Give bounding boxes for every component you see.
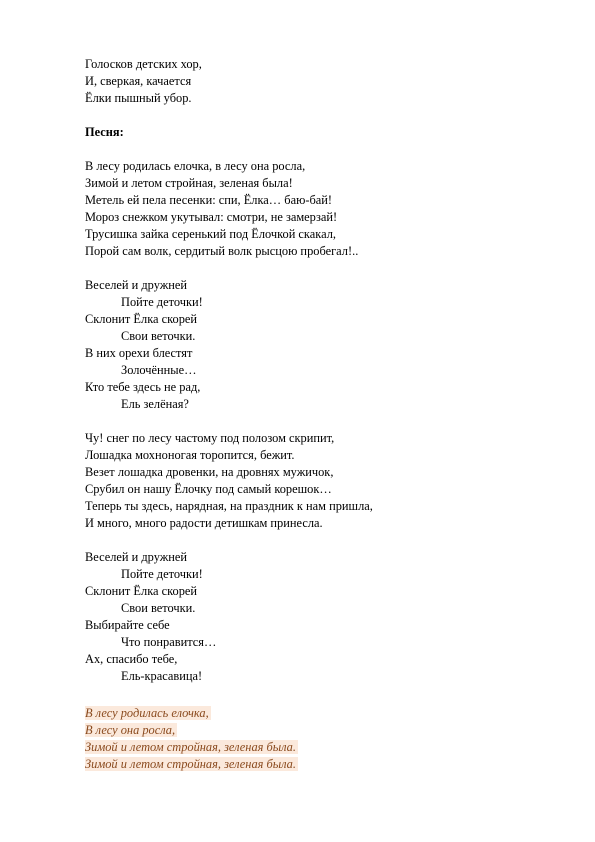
chorus-line: Кто тебе здесь не рад,: [85, 380, 201, 394]
verse-line: Метель ей пела песенки: спи, Ёлка… баю-бай!: [85, 193, 333, 207]
verse-line: Срубил он нашу Ёлочку под самый корешок…: [85, 482, 332, 496]
verse-line: Лошадка мохноногая торопится, бежит.: [85, 448, 295, 462]
chorus-1: [85, 277, 373, 413]
quote-line: [85, 705, 298, 722]
verse-line: Зимой и летом стройная, зеленая была!: [85, 176, 293, 190]
verse-line: Порой сам волк, сердитый волк рысцою пробегал!..: [85, 244, 359, 258]
verse-line: Трусишка зайка серенький под Ёлочкой скакал,: [85, 227, 336, 241]
verse-line: Везет лошадка дровенки, на дровнях мужичок,: [85, 465, 334, 479]
blank-line: [85, 141, 373, 158]
chorus-line: Ель-красавица!: [121, 669, 203, 683]
chorus-line: Веселей и дружней: [85, 278, 188, 292]
chorus-line: Пойте деточки!: [121, 295, 203, 309]
verse-line: В лесу родилась елочка, в лесу она росла,: [85, 159, 306, 173]
verse-1: [85, 158, 373, 260]
chorus-line: В них орехи блестят: [85, 346, 193, 360]
quote-line: [85, 739, 298, 756]
chorus-line: Пойте деточки!: [121, 567, 203, 581]
quote-line: [85, 756, 298, 773]
blank-line: [85, 413, 373, 430]
chorus-line: Свои веточки.: [121, 601, 196, 615]
quote-line-text: В лесу она росла,: [85, 723, 176, 737]
chorus-line: Ах, спасибо тебе,: [85, 652, 178, 666]
chorus-line: Ель зелёная?: [121, 397, 189, 411]
chorus-line: Веселей и дружней: [85, 550, 188, 564]
blank-line: [85, 532, 373, 549]
blank-line: [85, 260, 373, 277]
highlighted-quote: [85, 705, 298, 773]
quote-line-text: В лесу родилась елочка,: [85, 706, 209, 720]
quote-line-text: Зимой и летом стройная, зеленая была.: [85, 757, 296, 771]
song-heading: Песня:: [85, 125, 124, 139]
poem-line: Ёлки пышный убор.: [85, 91, 192, 105]
verse-2: [85, 430, 373, 532]
chorus-line: Золочённые…: [121, 363, 197, 377]
verse-line: И много, много радости детишкам принесла.: [85, 516, 323, 530]
chorus-line: Склонит Ёлка скорей: [85, 584, 198, 598]
verse-line: Мороз снежком укутывал: смотри, не замерзай!: [85, 210, 338, 224]
chorus-line: Свои веточки.: [121, 329, 196, 343]
blank-line: [85, 107, 373, 124]
chorus-2: [85, 549, 373, 685]
quote-line: [85, 722, 298, 739]
poem-line: И, сверкая, качается: [85, 74, 192, 88]
chorus-line: Что понравится…: [121, 635, 217, 649]
chorus-line: Выбирайте себе: [85, 618, 170, 632]
verse-line: Теперь ты здесь, нарядная, на праздник к нам пришла,: [85, 499, 373, 513]
verse-line: Чу! снег по лесу частому под полозом скрипит,: [85, 431, 335, 445]
poem-text: [85, 56, 373, 685]
quote-line-text: Зимой и летом стройная, зеленая была.: [85, 740, 296, 754]
chorus-line: Склонит Ёлка скорей: [85, 312, 198, 326]
poem-line: Голосков детских хор,: [85, 57, 202, 71]
